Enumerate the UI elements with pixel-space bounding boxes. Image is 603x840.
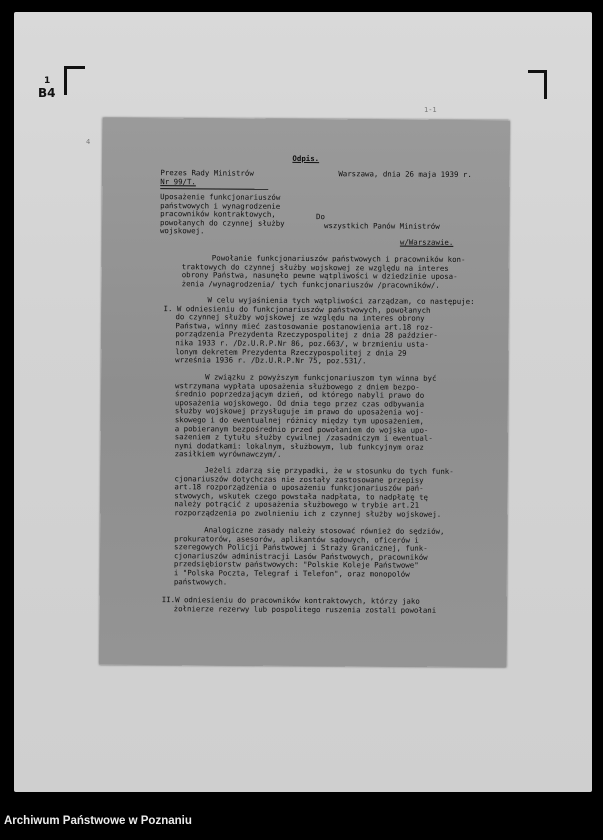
small-mark: 1-1 [424, 106, 437, 114]
sender-line: Prezes Rady Ministrów [160, 168, 254, 178]
plate-mark-top: 1 [44, 76, 51, 86]
section-i-line: W celu wyjaśnienia tych wątpliwości zarządzam, co następuje: [207, 295, 475, 307]
archive-caption: Archiwum Państwowe w Poznaniu [4, 815, 192, 827]
paragraph-2-line: wstrzymana wypłata uposażenia służbowego z dniem bezpo- [175, 380, 420, 392]
paragraph-3-line: należy potrącić z uposażenia służbowego w trybie art.21 [174, 499, 420, 511]
addressee-name: wszystkich Panów Ministrów [323, 221, 440, 231]
reference-number: Nr 99/T. [160, 177, 196, 187]
addressee-prefix: Do [316, 212, 326, 222]
section-ii-line: II.W odniesieniu do pracowników kontraktowych, którzy jako [161, 595, 420, 606]
subject-line: powołanych do czynnej służby [160, 217, 285, 228]
crop-mark-left [64, 66, 85, 95]
document-title: Odpis. [292, 153, 320, 164]
paragraph-2-line: a pobieranym bezpośrednio przed powołaniem do wojska upo- [174, 423, 429, 435]
intro-line: Powołanie funkcjonariuszów państwowych i pracowników kon- [211, 253, 466, 264]
section-i-line: porządzenia Prezydenta Rzeczypospolitej z dnia 28 paździer- [175, 329, 438, 341]
header-rule [160, 188, 268, 190]
paragraph-4-line: i "Polska Poczta, Telegraf i Telefon", oraz monopolów [173, 568, 410, 579]
paragraph-2-line: sażeniem z tytułu służby cywilnej /zasadniczym i ewentual- [174, 432, 433, 443]
section-i-line: do czynnej służby wojskowej ze względu na interes obrony [175, 312, 425, 323]
section-i-line: nika 1933 r. /Dz.U.R.P.Nr 86, poz.663/, w brzmieniu usta- [175, 338, 429, 349]
intro-line: obrony Państwa, nasunęło pewne wątpliwości w dziedzinie uposa- [181, 270, 458, 282]
paragraph-2-line: uposażenia wojskowego. Od dnia tego przez czas odbywania [174, 398, 425, 409]
side-mark: 4 [86, 138, 91, 146]
crop-mark-right [528, 70, 547, 99]
paragraph-4-line: szeregowych Policji Państwowej i Straży Granicznej, funk- [174, 542, 428, 553]
paragraph-2-line: średnio poprzedzającym dzień, od którego nabyli prawo do [174, 389, 425, 400]
plate-mark-code: B4 [38, 86, 56, 100]
section-i-line: I. W odniesieniu do funkcjonariuszów państwowych, powołanych [163, 303, 431, 315]
paragraph-2-line: nymi dodatkami: lokalnym, służbowym, lub funkcyjnym oraz [174, 441, 424, 452]
document-date: Warszawa, dnia 26 maja 1939 r. [338, 169, 472, 180]
intro-line: żenia /wynagrodzenia/ tych funkcjonariuszów /pracowników/. [181, 279, 440, 290]
paragraph-3-line: Jeżeli zdarzą się przypadki, że w stosunku do tych funk- [204, 465, 454, 476]
paragraph-3-line: stwowych, wskutek czego powstała nadpłata, to nadpłatę tę [174, 491, 429, 502]
subject-line: pracowników kontraktowych, [160, 209, 276, 220]
paragraph-2-line: W związku z powyższym funkcjonariuszom tym winna być [205, 372, 437, 383]
section-ii-line: żołnierze rezerwy lub pospolitego ruszenia zostali powołani [173, 603, 437, 615]
intro-line: traktowych do czynnej służby wojskowej ze względu na interes [181, 261, 449, 273]
paragraph-2-line: skowego i do ewentualnej różnicy między tym uposażeniem, [174, 415, 425, 426]
document-text [99, 118, 509, 667]
paragraph-3-line: rozporządzenia po zwolnieniu ich z czynnej służby wojskowej. [174, 508, 442, 519]
paragraph-4-line: Analogiczne zasady należy stosować również do sędziów, [204, 525, 445, 536]
paragraph-4-line: państwowych. [173, 576, 228, 587]
section-i-line: września 1936 r. /Dz.U.R.P.Nr 75, poz.531/. [175, 355, 367, 366]
subject-line: wojskowej. [159, 226, 205, 236]
paragraph-3-line: cjonariuszów dotychczas nie zostały zastosowane przepisy [174, 473, 424, 485]
subject-line: państwowych i wynagrodzenie [160, 200, 281, 211]
paragraph-3-line: art.18 rozporządzenia o uposażeniu funkcjonariuszów pań- [174, 482, 424, 493]
paragraph-4-line: cjonariuszów administracji Lasów Państwowych, pracowników [173, 551, 428, 562]
paragraph-2-line: służby wojskowej przysługuje im prawo do uposażenia woj- [174, 406, 425, 418]
section-i-line: Państwa, winny mieć zastosowanie postanowienia art.18 roz- [175, 321, 434, 332]
subject-line: Uposażenie funkcjonariuszów [160, 192, 281, 202]
paragraph-2-line: zasiłkiem wyrównawczym/. [174, 449, 282, 460]
paragraph-4-line: prokuratorów, asesorów, aplikantów sądowych, oficerów i [174, 533, 419, 545]
document-page [99, 118, 509, 667]
paragraph-4-line: przedsiębiorstw państwowych: "Polskie Koleje Państwowe" [173, 559, 419, 571]
addressee-city: w/Warszawie. [399, 237, 454, 247]
section-i-line: lonym dekretem Prezydenta Rzeczypospolitej z dnia 29 [175, 346, 407, 358]
